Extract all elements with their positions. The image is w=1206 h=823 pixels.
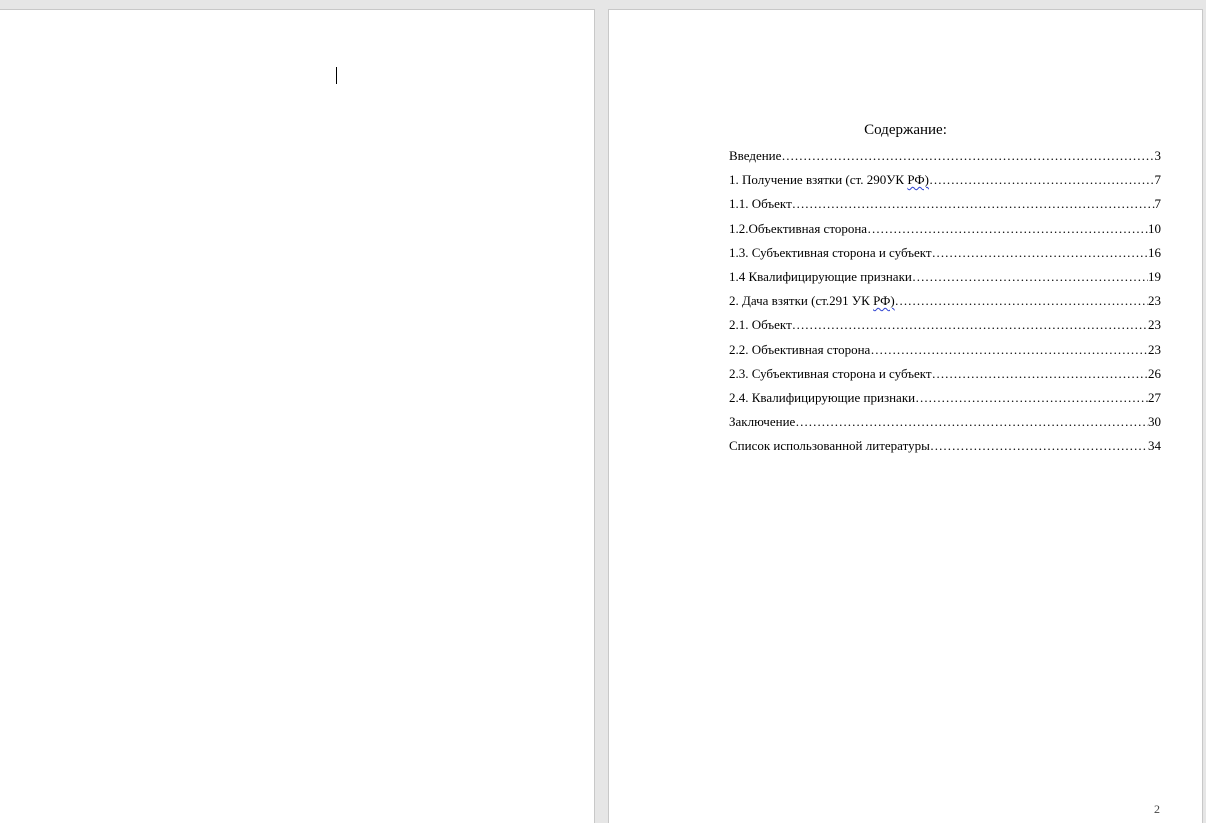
toc-item-section-1-2[interactable] bbox=[729, 221, 1161, 245]
toc-item-label: 1.3. Субъективная сторона и субъект bbox=[729, 244, 932, 260]
toc-item-section-1-4[interactable] bbox=[729, 269, 1161, 293]
toc-item-section-1-3[interactable] bbox=[729, 245, 1161, 269]
toc-item-page: 7 bbox=[1154, 172, 1161, 188]
toc-item-page: 30 bbox=[1148, 414, 1161, 430]
toc-dot-leader bbox=[932, 366, 1148, 382]
toc-item-page: 23 bbox=[1148, 293, 1161, 309]
table-of-contents bbox=[729, 148, 1161, 462]
toc-item-label: 1.1. Объект bbox=[729, 196, 792, 212]
toc-item-page: 26 bbox=[1148, 365, 1161, 381]
toc-item-section-2-3[interactable] bbox=[729, 366, 1161, 390]
toc-title: Содержание: bbox=[864, 122, 947, 138]
toc-item-page: 10 bbox=[1148, 220, 1161, 236]
toc-item-label: 2.3. Субъективная сторона и субъект bbox=[729, 365, 932, 381]
page-number: 2 bbox=[1154, 802, 1160, 816]
toc-item-section-1-1[interactable] bbox=[729, 196, 1161, 220]
toc-item-conclusion[interactable] bbox=[729, 414, 1161, 438]
toc-dot-leader bbox=[932, 245, 1148, 261]
toc-dot-leader bbox=[781, 148, 1154, 164]
toc-item-label: 1.2.Объективная сторона bbox=[729, 220, 868, 236]
toc-item-page: 16 bbox=[1148, 244, 1161, 260]
toc-item-label: 2.2. Объективная сторона bbox=[729, 341, 871, 357]
toc-item-label: 2.1. Объект bbox=[729, 317, 792, 333]
toc-item-label: 1. Получение взятки (ст. 290УК РФ) bbox=[729, 172, 929, 188]
toc-item-chapter-1[interactable] bbox=[729, 172, 1161, 196]
toc-dot-leader bbox=[795, 414, 1148, 430]
toc-item-section-2-2[interactable] bbox=[729, 342, 1161, 366]
toc-dot-leader bbox=[792, 317, 1148, 333]
toc-item-label: Заключение bbox=[729, 414, 796, 430]
toc-dot-leader bbox=[867, 221, 1148, 237]
text-cursor bbox=[336, 67, 337, 84]
toc-item-page: 7 bbox=[1154, 196, 1161, 212]
toc-item-page: 19 bbox=[1148, 268, 1161, 284]
toc-item-bibliography[interactable] bbox=[729, 438, 1161, 462]
toc-item-page: 27 bbox=[1148, 389, 1161, 405]
toc-item-section-2-1[interactable] bbox=[729, 317, 1161, 341]
toc-dot-leader bbox=[870, 342, 1148, 358]
document-page-2[interactable] bbox=[608, 9, 1203, 823]
toc-dot-leader bbox=[895, 293, 1148, 309]
spellcheck-mark: РФ) bbox=[873, 293, 895, 309]
toc-item-label: Список использованной литературы bbox=[729, 438, 930, 454]
toc-item-introduction[interactable] bbox=[729, 148, 1161, 172]
toc-item-chapter-2[interactable] bbox=[729, 293, 1161, 317]
toc-item-label: 2.4. Квалифицирующие признаки bbox=[729, 389, 916, 405]
toc-dot-leader bbox=[792, 196, 1155, 212]
toc-dot-leader bbox=[912, 269, 1148, 285]
document-page-1[interactable] bbox=[0, 9, 595, 823]
toc-item-page: 34 bbox=[1148, 438, 1161, 454]
toc-dot-leader bbox=[929, 172, 1155, 188]
toc-dot-leader bbox=[930, 438, 1148, 454]
toc-item-page: 23 bbox=[1148, 341, 1161, 357]
toc-item-label: Введение bbox=[729, 148, 782, 163]
spellcheck-mark: РФ) bbox=[907, 172, 929, 188]
toc-item-page: 3 bbox=[1154, 148, 1161, 163]
toc-item-label: 2. Дача взятки (ст.291 УК РФ) bbox=[729, 293, 895, 309]
toc-item-label: 1.4 Квалифицирующие признаки bbox=[729, 268, 912, 284]
toc-item-section-2-4[interactable] bbox=[729, 390, 1161, 414]
toc-item-page: 23 bbox=[1148, 317, 1161, 333]
toc-dot-leader bbox=[915, 390, 1148, 406]
